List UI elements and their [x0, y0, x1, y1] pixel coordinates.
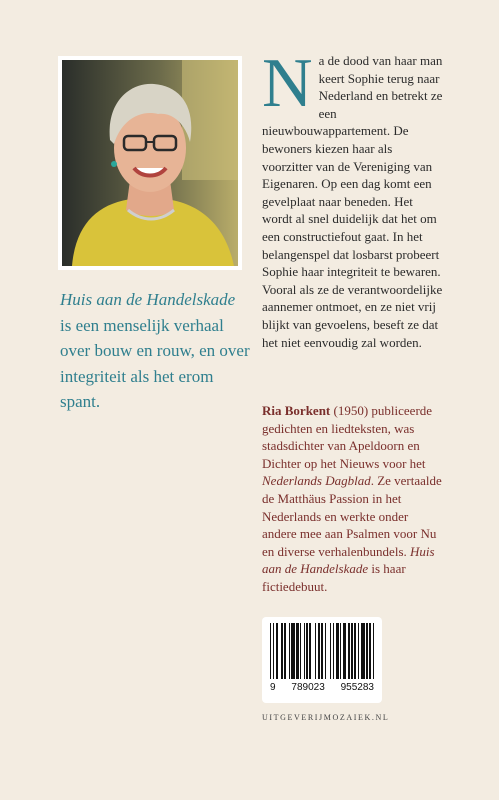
blurb — [262, 45, 444, 351]
tagline-book-title: Huis aan de Handelskade — [60, 290, 236, 309]
barcode-bars — [270, 623, 374, 679]
author-bio-part3: is haar fictiedebuut. — [262, 561, 406, 594]
barcode-bar — [373, 623, 374, 679]
isbn-digits — [270, 682, 374, 693]
publisher-url: UITGEVERIJMOZAIEK.NL — [262, 713, 390, 722]
isbn-lead-digit: 9 — [270, 682, 276, 693]
author-bio-part1: (1950) publiceerde gedichten en liedteksten, was stadsdichter van Apeldoorn en Dichter op het Nieuws voor het — [262, 403, 433, 471]
author-bio-book: Huis aan de Handelskade — [262, 543, 435, 577]
author-photo-frame — [58, 56, 242, 270]
author-photo — [62, 60, 238, 266]
isbn-barcode — [262, 617, 382, 703]
blurb-dropcap: N — [262, 45, 313, 122]
tagline — [60, 287, 250, 415]
isbn-group-2: 955283 — [340, 682, 374, 693]
tagline-text: is een menselijk verhaal over bouw en rouw, en over integriteit als het erom spant. — [60, 315, 250, 411]
isbn-group-1: 789023 — [291, 682, 325, 693]
author-name: Ria Borkent — [262, 403, 331, 418]
blurb-text: a de dood van haar man keert Sophie terug naar Nederland en betrekt ze een nieuwbouwappartement. De bewoners kiezen haar als voorzitter van de Vereniging van Eigenaren. Op een dag komt een gevelplaat naar beneden. Het wordt al snel duidelijk dat het om een constructiefout gaat. In het belangenspel dat losbarst probeert Sophie haar integriteit te bewaren. Vooral als ze de verantwoordelijke aannemer ontmoet, en ze niet vrij blijkt van gevoelens, beseft ze dat het niet eenvoudig zal worden. — [262, 53, 443, 350]
author-bio — [262, 402, 444, 596]
author-bio-part2: . Ze vertaalde de Matthäus Passion in het Nederlands en werkte onder andere mee aan Psalmen voor Nu en diverse verhalenbundels. — [262, 473, 442, 559]
author-bio-newspaper: Nederlands Dagblad — [262, 473, 371, 489]
